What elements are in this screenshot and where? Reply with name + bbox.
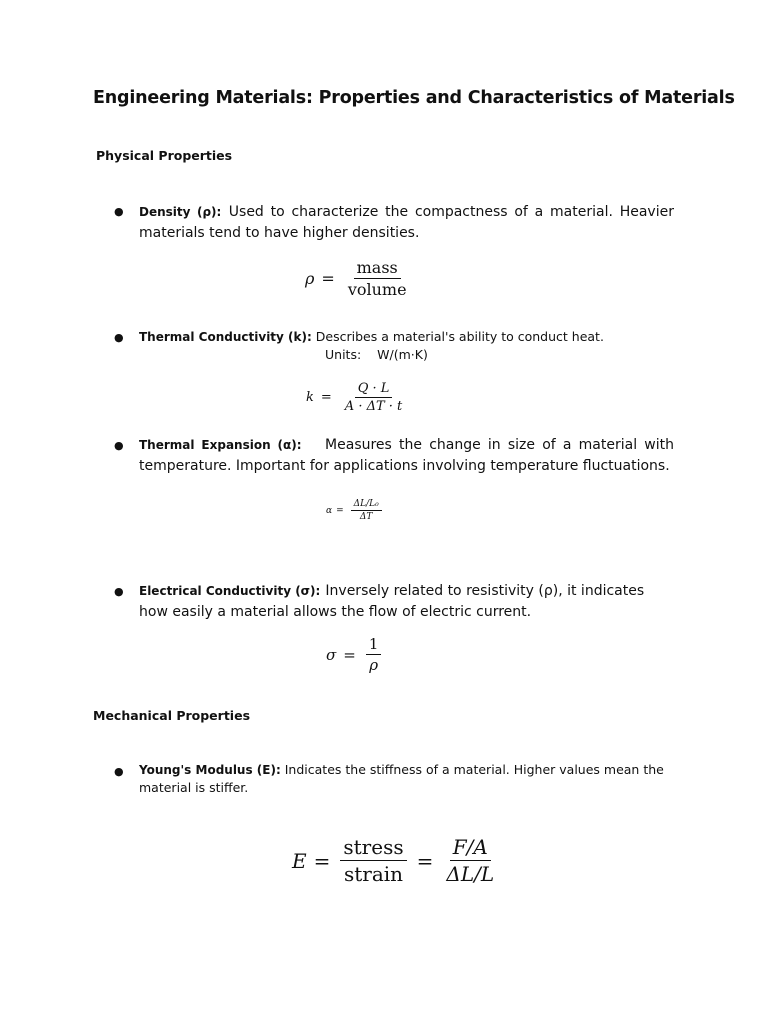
formula-fraction	[342, 381, 405, 414]
bullet-icon: ●	[114, 205, 124, 218]
units-line	[325, 347, 428, 362]
formula-symbol: α	[326, 505, 333, 516]
formula-fraction	[351, 499, 382, 522]
formula-operator: =	[343, 645, 356, 664]
description-thermal-expansion: Measures the change in size of a material with temperature. Important for applications involving temperature fluctuations.	[139, 437, 674, 474]
formula-denominator: ΔT	[359, 512, 373, 522]
list-item-thermal-conductivity	[139, 328, 674, 346]
units-label: Units:	[325, 347, 362, 362]
description-thermal-conductivity: Describes a material's ability to conduct heat.	[315, 329, 604, 344]
formula-numerator: stress	[340, 835, 406, 861]
formula-symbol: k	[306, 390, 314, 405]
list-item-youngs-modulus	[139, 761, 664, 797]
formula-denominator: ρ	[369, 656, 379, 674]
formula-youngs-modulus	[292, 835, 500, 886]
formula-thermal-conductivity	[306, 381, 408, 414]
formula-thermal-expansion	[326, 499, 385, 522]
formula-operator: =	[336, 505, 344, 516]
formula-numerator: 1	[366, 635, 382, 655]
formula-numerator: ΔL/L₀	[351, 499, 382, 511]
bullet-icon: ●	[114, 765, 124, 778]
term-thermal-conductivity: Thermal Conductivity (k):	[139, 330, 312, 344]
term-thermal-expansion: Thermal Expansion (α):	[139, 438, 302, 452]
term-electrical-conductivity: Electrical Conductivity (σ):	[139, 584, 321, 598]
formula-fraction	[443, 835, 497, 886]
formula-numerator: mass	[354, 258, 401, 279]
formula-symbol: ρ	[305, 269, 315, 288]
term-youngs-modulus: Young's Modulus (E):	[139, 763, 281, 777]
list-item-density	[139, 201, 674, 243]
list-item-electrical-conductivity	[139, 580, 674, 622]
formula-denominator: volume	[347, 280, 407, 299]
term-density: Density (ρ):	[139, 205, 222, 219]
description-density: Used to characterize the compactness of a material. Heavier materials tend to have higher densities.	[139, 204, 674, 241]
formula-denominator: strain	[343, 862, 404, 886]
bullet-icon: ●	[114, 331, 124, 344]
formula-fraction	[366, 635, 382, 674]
formula-fraction	[340, 835, 406, 886]
formula-symbol: σ	[326, 645, 337, 664]
section-heading-mechanical: Mechanical Properties	[93, 708, 251, 723]
formula-operator: =	[313, 848, 331, 873]
formula-operator: =	[320, 390, 332, 405]
formula-fraction	[345, 258, 410, 299]
list-item-thermal-expansion	[139, 434, 674, 476]
formula-operator: =	[321, 269, 335, 288]
section-heading-physical: Physical Properties	[96, 148, 233, 163]
formula-denominator: A · ΔT · t	[344, 399, 403, 414]
description-electrical-conductivity: Inversely related to resistivity (ρ), it indicates how easily a material allows the flow of electric current.	[139, 583, 645, 620]
formula-numerator: F/A	[450, 835, 491, 861]
formula-numerator: Q · L	[355, 381, 393, 398]
bullet-icon: ●	[114, 585, 124, 598]
description-youngs-modulus: Indicates the stiffness of a material. Higher values mean the material is stiffer.	[139, 762, 664, 795]
formula-symbol: E	[292, 848, 307, 873]
page-title: Engineering Materials: Properties and Characteristics of Materials	[93, 88, 735, 108]
bullet-icon: ●	[114, 439, 124, 452]
formula-electrical-conductivity	[326, 635, 384, 674]
units-value: W/(m·K)	[377, 347, 428, 362]
formula-operator: =	[416, 848, 434, 873]
formula-density	[305, 258, 413, 299]
formula-denominator: ΔL/L	[446, 862, 495, 886]
